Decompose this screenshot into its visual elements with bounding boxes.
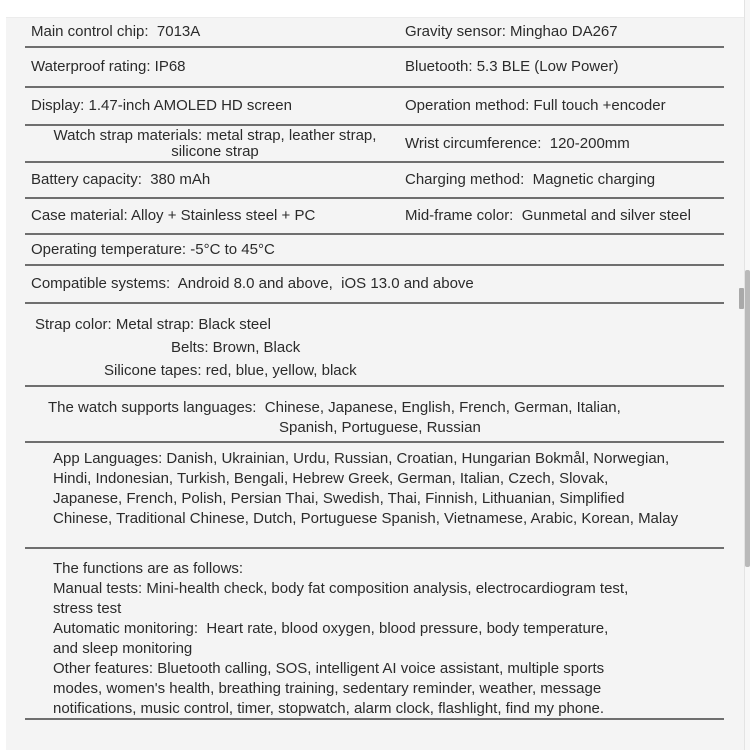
spec-battery-capacity: Battery capacity: 380 mAh <box>31 171 211 188</box>
spec-strap-materials <box>25 128 405 160</box>
spec-row-app-languages <box>25 443 724 549</box>
spec-row-chip-gravity <box>25 18 724 48</box>
spec-case-material: Case material: Alloy + Stainless steel + PC <box>31 207 316 224</box>
spec-row-watch-languages <box>25 387 724 443</box>
spec-row-waterproof-bluetooth <box>25 48 724 88</box>
spec-waterproof-rating: Waterproof rating: IP68 <box>31 58 186 75</box>
spec-row-display-operation <box>25 88 724 126</box>
functions-manual-tests-2: stress test <box>53 600 122 617</box>
spec-compatible-systems: Compatible systems: Android 8.0 and above, iOS 13.0 and above <box>31 275 474 292</box>
spec-row-operating-temperature <box>25 235 724 266</box>
app-languages-line3: Japanese, French, Polish, Persian Thai, Swedish, Thai, Finnish, Lithuanian, Simplified <box>53 490 625 507</box>
spec-display: Display: 1.47-inch AMOLED HD screen <box>31 97 292 114</box>
spec-wrist-circumference: Wrist circumference: 120-200mm <box>405 134 630 152</box>
scrollbar-notch <box>739 288 744 309</box>
functions-header: The functions are as follows: <box>53 560 244 577</box>
strap-color-metal: Strap color: Metal strap: Black steel <box>35 316 271 333</box>
watch-languages-line1: The watch supports languages: Chinese, Japanese, English, French, German, Italian, <box>48 399 621 416</box>
spec-row-case-midframe <box>25 199 724 235</box>
spec-row-functions <box>25 549 724 720</box>
spec-strap-materials-line1: Watch strap materials: metal strap, leather strap, <box>53 126 377 144</box>
strap-color-belts: Belts: Brown, Black <box>171 339 301 356</box>
spec-main-control-chip: Main control chip: 7013A <box>31 23 201 40</box>
spec-midframe-color: Mid-frame color: Gunmetal and silver steel <box>405 207 691 224</box>
spec-gravity-sensor: Gravity sensor: Minghao DA267 <box>405 23 618 40</box>
app-languages-line1: App Languages: Danish, Ukrainian, Urdu, Russian, Croatian, Hungarian Bokmål, Norwegian, <box>53 450 670 467</box>
spec-table <box>25 18 724 720</box>
spec-row-strap-color <box>25 304 724 387</box>
strap-color-silicone: Silicone tapes: red, blue, yellow, black <box>104 362 357 379</box>
scrollbar-thumb[interactable] <box>745 270 750 567</box>
watch-languages-line2: Spanish, Portuguese, Russian <box>279 419 481 436</box>
functions-other-features: Other features: Bluetooth calling, SOS, intelligent AI voice assistant, multiple sports <box>53 660 605 677</box>
spec-strap-materials-line2: silicone strap <box>171 142 259 160</box>
spec-row-compatible-systems <box>25 266 724 304</box>
app-languages-line4: Chinese, Traditional Chinese, Dutch, Portuguese Spanish, Vietnamese, Arabic, Korean, Malay <box>53 510 679 527</box>
functions-auto-monitoring: Automatic monitoring: Heart rate, blood oxygen, blood pressure, body temperature, <box>53 620 609 637</box>
app-languages-line2: Hindi, Indonesian, Turkish, Bengali, Hebrew Greek, German, Italian, Czech, Slovak, <box>53 470 609 487</box>
spec-charging-method: Charging method: Magnetic charging <box>405 171 656 188</box>
spec-operation-method: Operation method: Full touch +encoder <box>405 97 666 114</box>
functions-manual-tests: Manual tests: Mini-health check, body fat composition analysis, electrocardiogram test, <box>53 580 629 597</box>
functions-other-features-2: modes, women's health, breathing training, sedentary reminder, weather, message <box>53 680 602 697</box>
spec-row-strap-wrist <box>25 126 724 163</box>
functions-other-features-3: notifications, music control, timer, stopwatch, alarm clock, flashlight, find my phone. <box>53 700 605 717</box>
spec-panel <box>6 17 744 750</box>
spec-row-battery-charging <box>25 163 724 199</box>
spec-bluetooth: Bluetooth: 5.3 BLE (Low Power) <box>405 58 619 75</box>
functions-auto-monitoring-2: and sleep monitoring <box>53 640 193 657</box>
spec-operating-temperature: Operating temperature: -5°C to 45°C <box>31 240 275 258</box>
